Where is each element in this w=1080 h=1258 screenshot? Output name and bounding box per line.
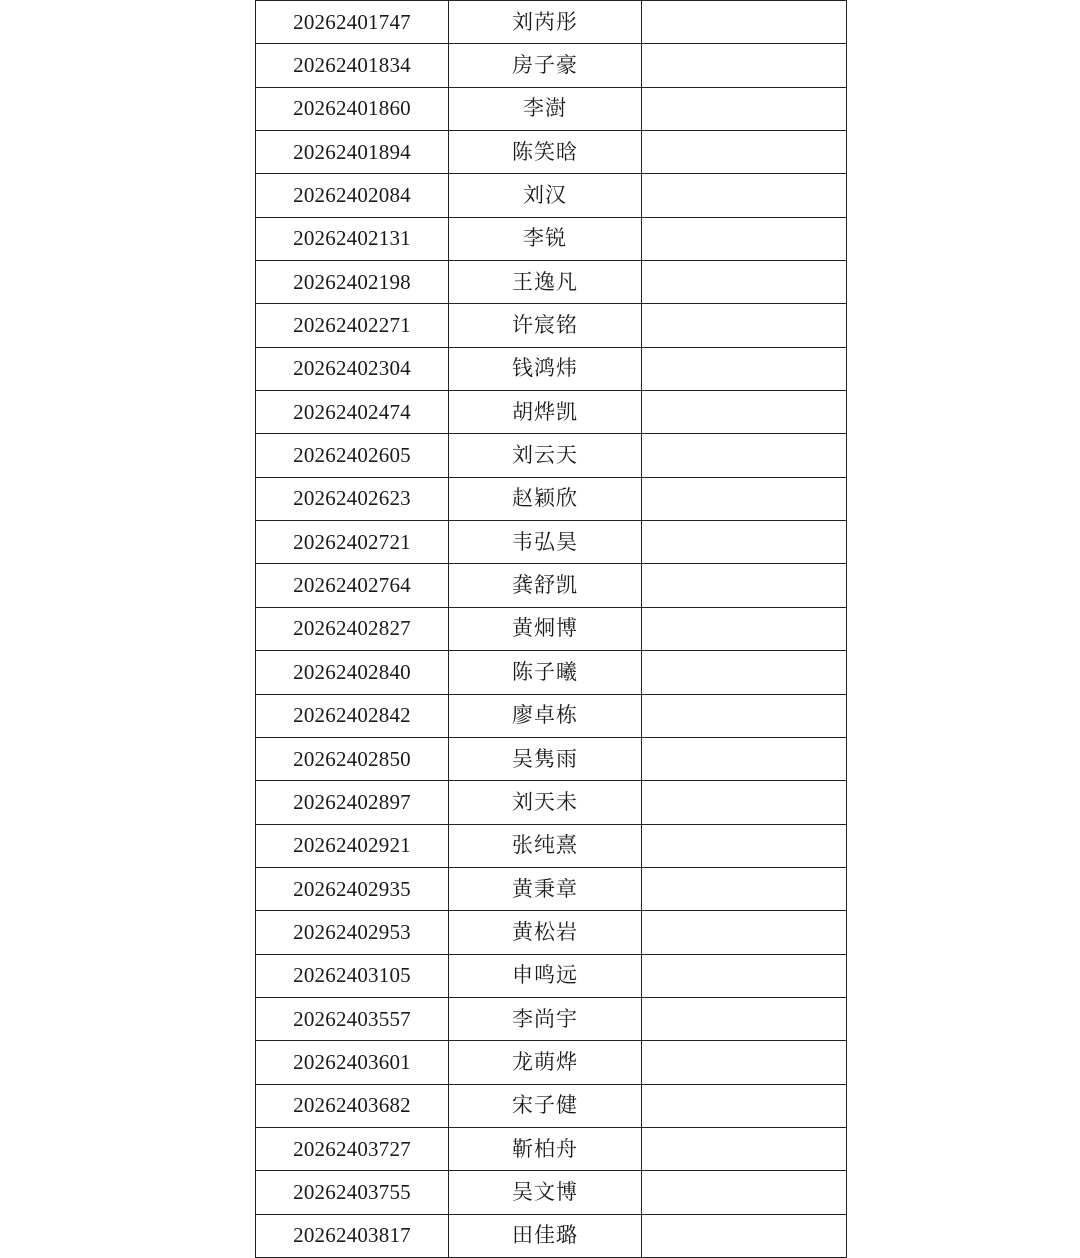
table-row bbox=[256, 348, 846, 391]
student-id-cell: 20262402840 bbox=[256, 651, 449, 693]
student-name-cell: 王逸凡 bbox=[449, 261, 642, 303]
table-row bbox=[256, 911, 846, 954]
student-id-cell: 20262402827 bbox=[256, 608, 449, 650]
table-row bbox=[256, 868, 846, 911]
student-name-cell: 靳柏舟 bbox=[449, 1128, 642, 1170]
note-cell bbox=[642, 1171, 846, 1213]
note-cell bbox=[642, 174, 846, 216]
note-cell bbox=[642, 261, 846, 303]
table-row bbox=[256, 1171, 846, 1214]
student-id-cell: 20262403755 bbox=[256, 1171, 449, 1213]
student-id-cell: 20262401860 bbox=[256, 88, 449, 130]
student-name-cell: 申鸣远 bbox=[449, 955, 642, 997]
student-id-cell: 20262402953 bbox=[256, 911, 449, 953]
table-row bbox=[256, 695, 846, 738]
student-name-cell: 刘云天 bbox=[449, 434, 642, 476]
student-name-cell: 田佳璐 bbox=[449, 1215, 642, 1257]
student-name-cell: 李锐 bbox=[449, 218, 642, 260]
student-name-cell: 吴隽雨 bbox=[449, 738, 642, 780]
student-id-cell: 20262403557 bbox=[256, 998, 449, 1040]
table-row bbox=[256, 304, 846, 347]
note-cell bbox=[642, 1215, 846, 1257]
student-list-table bbox=[255, 0, 847, 1258]
student-id-cell: 20262402605 bbox=[256, 434, 449, 476]
note-cell bbox=[642, 695, 846, 737]
student-id-cell: 20262402897 bbox=[256, 781, 449, 823]
student-name-cell: 钱鸿炜 bbox=[449, 348, 642, 390]
table-row bbox=[256, 564, 846, 607]
table-row bbox=[256, 88, 846, 131]
student-id-cell: 20262402850 bbox=[256, 738, 449, 780]
student-id-cell: 20262401834 bbox=[256, 44, 449, 86]
student-id-cell: 20262401894 bbox=[256, 131, 449, 173]
student-id-cell: 20262402842 bbox=[256, 695, 449, 737]
student-name-cell: 房子豪 bbox=[449, 44, 642, 86]
table-row bbox=[256, 1085, 846, 1128]
student-name-cell: 吴文博 bbox=[449, 1171, 642, 1213]
student-id-cell: 20262402721 bbox=[256, 521, 449, 563]
student-name-cell: 刘芮彤 bbox=[449, 1, 642, 43]
note-cell bbox=[642, 564, 846, 606]
note-cell bbox=[642, 825, 846, 867]
student-name-cell: 黄秉章 bbox=[449, 868, 642, 910]
student-id-cell: 20262401747 bbox=[256, 1, 449, 43]
student-id-cell: 20262402271 bbox=[256, 304, 449, 346]
table-row bbox=[256, 998, 846, 1041]
table-row bbox=[256, 1041, 846, 1084]
student-id-cell: 20262402131 bbox=[256, 218, 449, 260]
table-row bbox=[256, 608, 846, 651]
student-name-cell: 黄松岩 bbox=[449, 911, 642, 953]
table-row bbox=[256, 1, 846, 44]
student-name-cell: 宋子健 bbox=[449, 1085, 642, 1127]
student-name-cell: 胡烨凯 bbox=[449, 391, 642, 433]
student-name-cell: 陈子曦 bbox=[449, 651, 642, 693]
student-name-cell: 陈笑晗 bbox=[449, 131, 642, 173]
table-row bbox=[256, 738, 846, 781]
student-name-cell: 李澍 bbox=[449, 88, 642, 130]
student-id-cell: 20262402921 bbox=[256, 825, 449, 867]
student-name-cell: 刘汉 bbox=[449, 174, 642, 216]
note-cell bbox=[642, 44, 846, 86]
student-id-cell: 20262402474 bbox=[256, 391, 449, 433]
note-cell bbox=[642, 911, 846, 953]
table-row bbox=[256, 44, 846, 87]
student-name-cell: 李尚宇 bbox=[449, 998, 642, 1040]
table-row bbox=[256, 174, 846, 217]
table-row bbox=[256, 218, 846, 261]
note-cell bbox=[642, 1, 846, 43]
note-cell bbox=[642, 608, 846, 650]
student-id-cell: 20262403682 bbox=[256, 1085, 449, 1127]
student-name-cell: 张纯熹 bbox=[449, 825, 642, 867]
note-cell bbox=[642, 1041, 846, 1083]
note-cell bbox=[642, 218, 846, 260]
student-name-cell: 龚舒凯 bbox=[449, 564, 642, 606]
student-id-cell: 20262403601 bbox=[256, 1041, 449, 1083]
note-cell bbox=[642, 998, 846, 1040]
note-cell bbox=[642, 738, 846, 780]
note-cell bbox=[642, 1085, 846, 1127]
note-cell bbox=[642, 391, 846, 433]
student-id-cell: 20262402084 bbox=[256, 174, 449, 216]
student-id-cell: 20262403817 bbox=[256, 1215, 449, 1257]
note-cell bbox=[642, 88, 846, 130]
note-cell bbox=[642, 521, 846, 563]
note-cell bbox=[642, 131, 846, 173]
student-name-cell: 龙萌烨 bbox=[449, 1041, 642, 1083]
table-row bbox=[256, 478, 846, 521]
note-cell bbox=[642, 304, 846, 346]
note-cell bbox=[642, 781, 846, 823]
student-id-cell: 20262402935 bbox=[256, 868, 449, 910]
note-cell bbox=[642, 1128, 846, 1170]
student-name-cell: 廖卓栋 bbox=[449, 695, 642, 737]
note-cell bbox=[642, 955, 846, 997]
table-row bbox=[256, 391, 846, 434]
table-row bbox=[256, 131, 846, 174]
table-row bbox=[256, 434, 846, 477]
table-row bbox=[256, 781, 846, 824]
table-row bbox=[256, 521, 846, 564]
table-row bbox=[256, 955, 846, 998]
student-id-cell: 20262402623 bbox=[256, 478, 449, 520]
student-id-cell: 20262402198 bbox=[256, 261, 449, 303]
note-cell bbox=[642, 651, 846, 693]
student-name-cell: 刘天未 bbox=[449, 781, 642, 823]
student-name-cell: 黄炯博 bbox=[449, 608, 642, 650]
note-cell bbox=[642, 868, 846, 910]
table-row bbox=[256, 825, 846, 868]
student-id-cell: 20262402304 bbox=[256, 348, 449, 390]
note-cell bbox=[642, 348, 846, 390]
table-row bbox=[256, 1128, 846, 1171]
table-row bbox=[256, 651, 846, 694]
note-cell bbox=[642, 478, 846, 520]
student-name-cell: 赵颖欣 bbox=[449, 478, 642, 520]
student-name-cell: 许宸铭 bbox=[449, 304, 642, 346]
student-id-cell: 20262402764 bbox=[256, 564, 449, 606]
student-id-cell: 20262403727 bbox=[256, 1128, 449, 1170]
table-row bbox=[256, 261, 846, 304]
table-row bbox=[256, 1215, 846, 1258]
student-name-cell: 韦弘昊 bbox=[449, 521, 642, 563]
note-cell bbox=[642, 434, 846, 476]
student-id-cell: 20262403105 bbox=[256, 955, 449, 997]
